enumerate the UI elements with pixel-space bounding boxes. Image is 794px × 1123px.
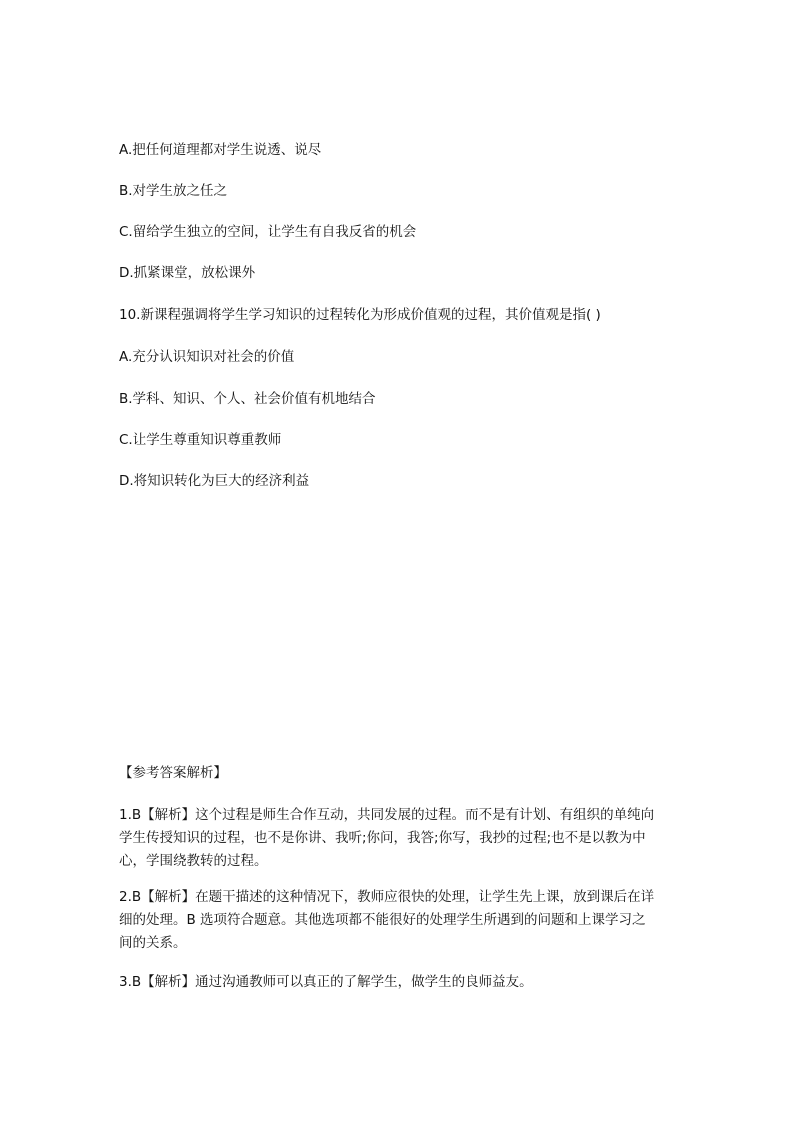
answer-1: [119, 804, 675, 873]
answer-1-line-1: 1.B【解析】这个过程是师生合作互动，共同发展的过程。而不是有计划、有组织的单纯向: [119, 807, 655, 823]
answer-3-line-1: 3.B【解析】通过沟通教师可以真正的了解学生，做学生的良师益友。: [119, 974, 533, 990]
answer-3: [119, 971, 675, 994]
q9-option-b: B.对学生放之任之: [119, 183, 228, 199]
answer-2: [119, 886, 675, 955]
answer-2-line-2: 细的处理。B 选项符合题意。其他选项都不能很好的处理学生所遇到的问题和上课学习之: [119, 912, 646, 928]
answer-2-line-1: 2.B【解析】在题干描述的这种情况下，教师应很快的处理，让学生先上课，放到课后在详: [119, 889, 655, 905]
answer-1-line-3: 心，学围绕教转的过程。: [119, 853, 268, 869]
q10-option-d: D.将知识转化为巨大的经济利益: [119, 473, 310, 489]
q10-stem: 10.新课程强调将学生学习知识的过程转化为形成价值观的过程，其价值观是指( ): [119, 307, 601, 323]
answer-1-line-2: 学生传授知识的过程，也不是你讲、我听;你问，我答;你写，我抄的过程;也不是以教为中: [119, 830, 646, 846]
answer-2-line-3: 间的关系。: [119, 935, 187, 951]
q9-option-a: A.把任何道理都对学生说透、说尽: [119, 142, 322, 158]
q10-option-b: B.学科、知识、个人、社会价值有机地结合: [119, 391, 376, 407]
q9-option-c: C.留给学生独立的空间，让学生有自我反省的机会: [119, 224, 417, 240]
q9-option-d: D.抓紧课堂，放松课外: [119, 265, 256, 281]
q10-option-a: A.充分认识知识对社会的价值: [119, 349, 295, 365]
answers-heading: 【参考答案解析】: [119, 765, 227, 781]
q10-option-c: C.让学生尊重知识尊重教师: [119, 432, 282, 448]
